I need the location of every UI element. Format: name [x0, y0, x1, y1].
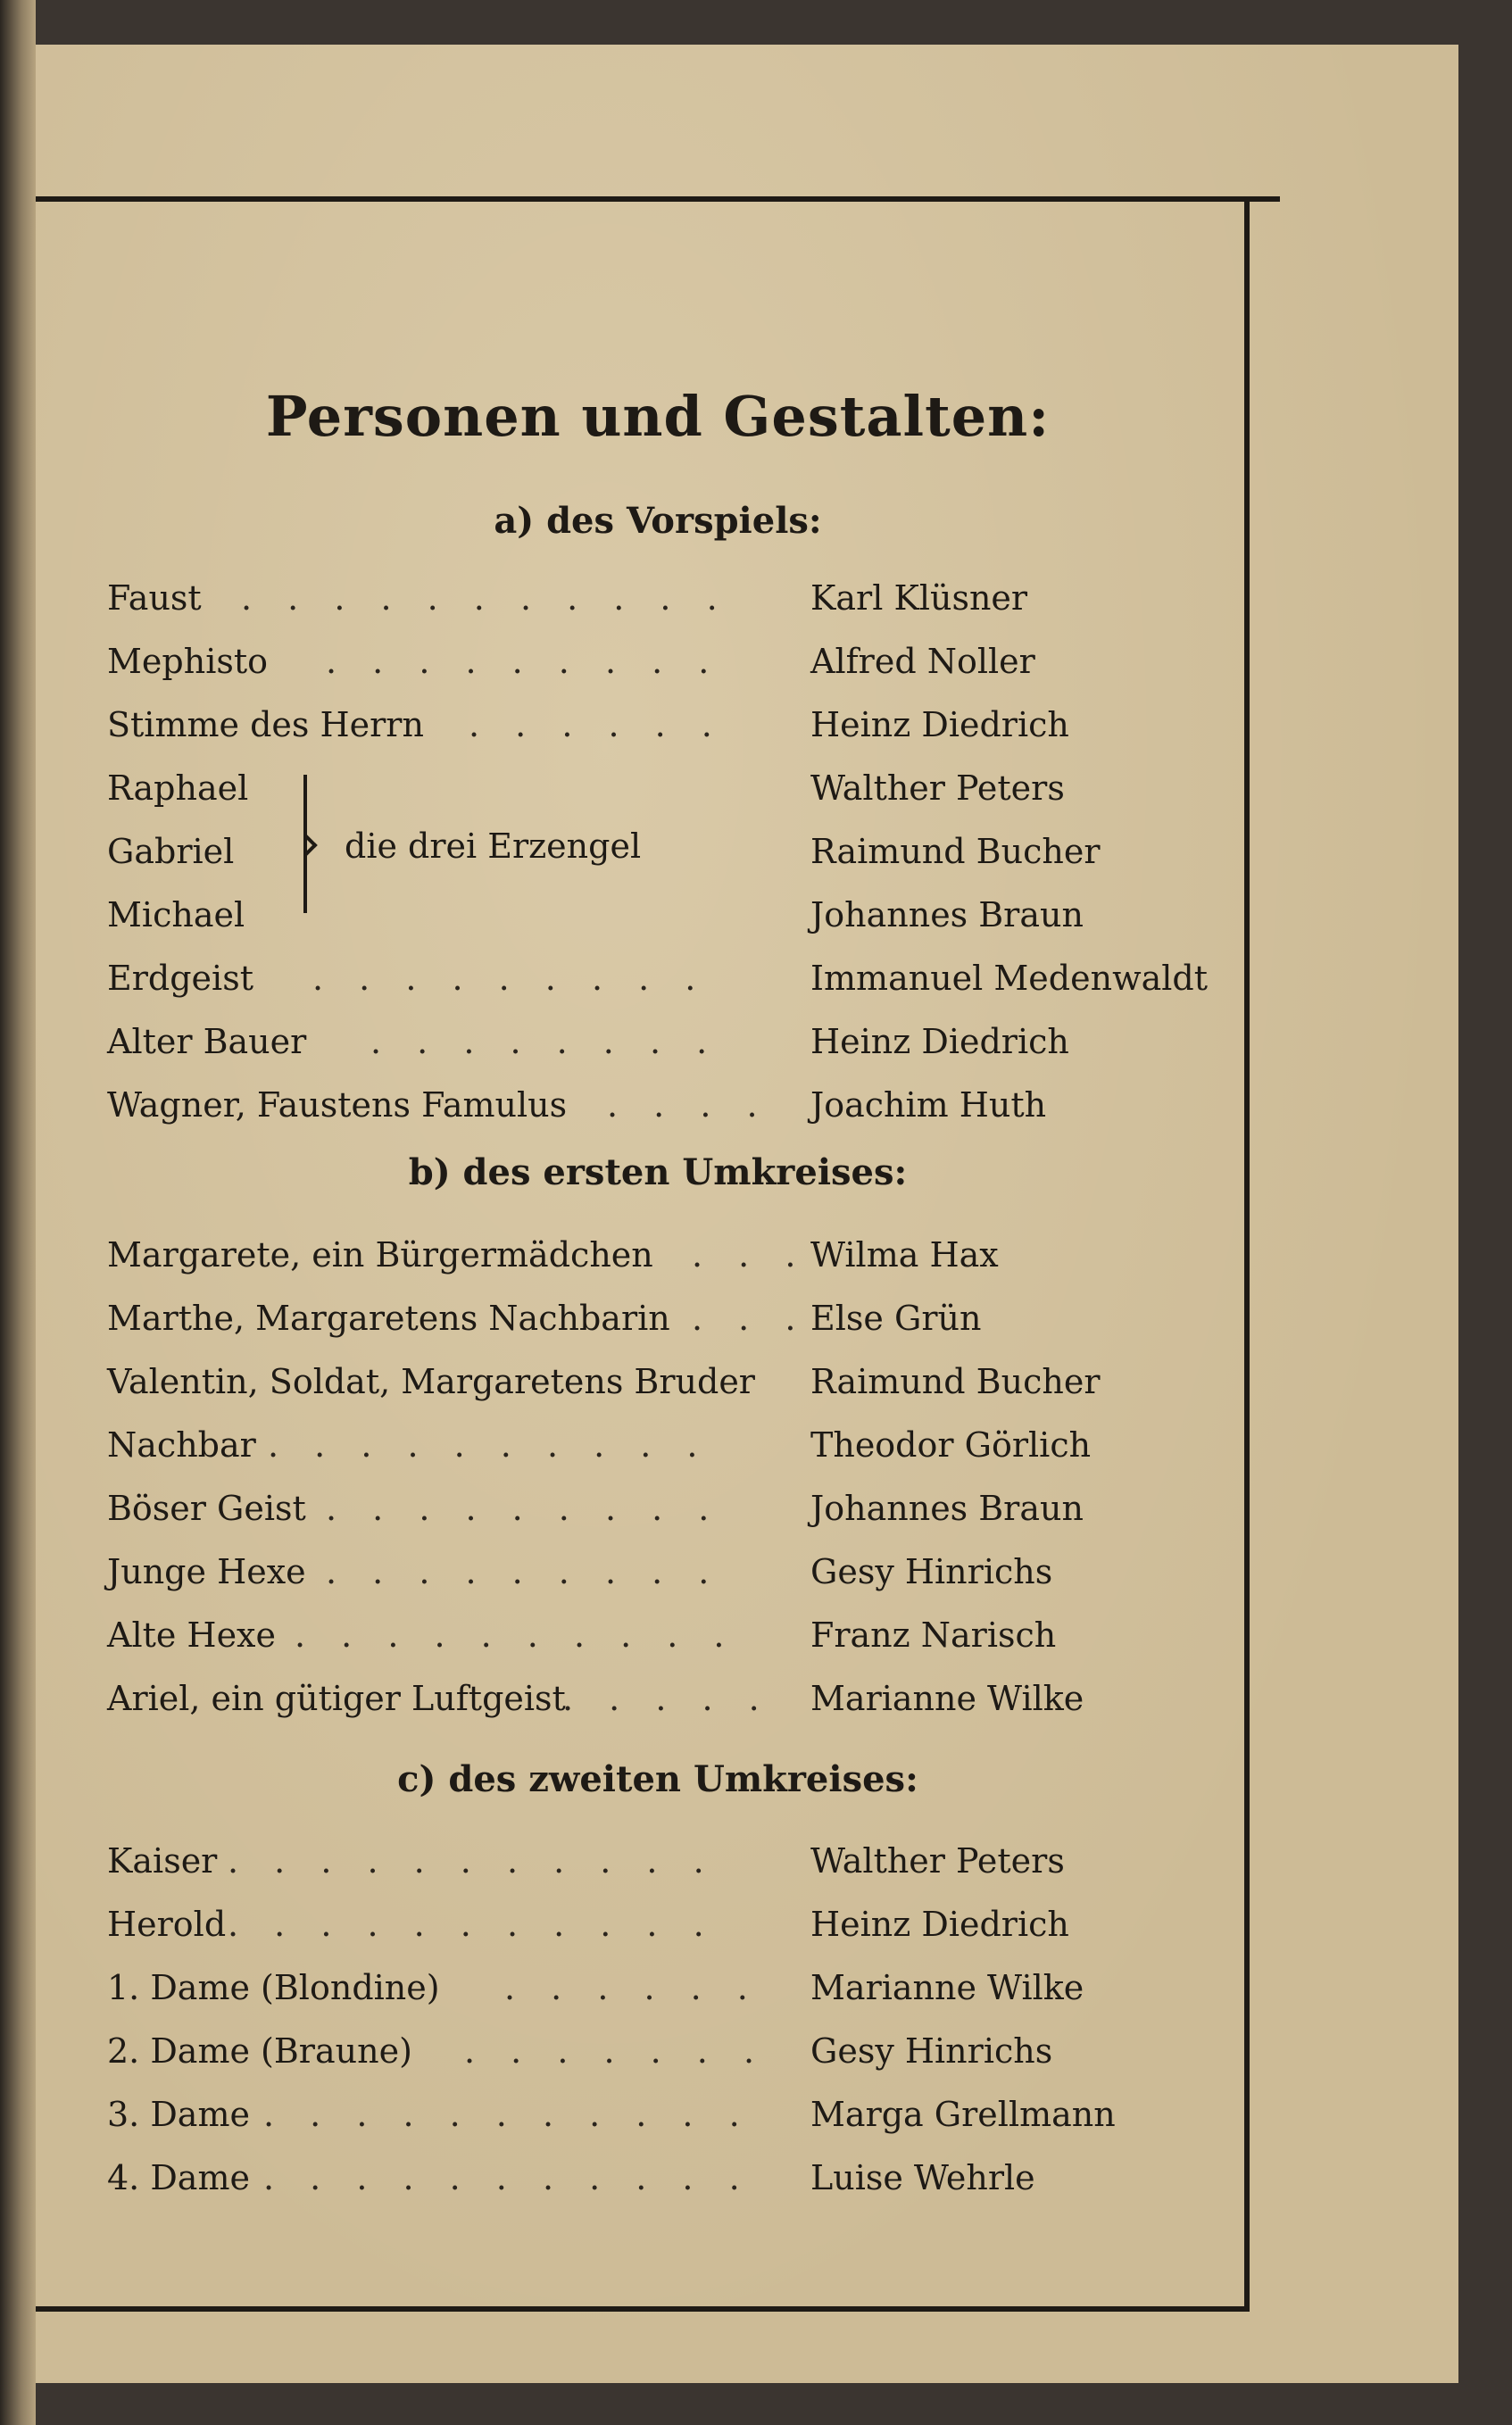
- leader-dots: . . . . . . . . . . .: [263, 2095, 752, 2134]
- section-heading-vorspiel: a) des Vorspiels:: [494, 500, 822, 542]
- actor-name: Marianne Wilke: [810, 1968, 1084, 2007]
- leader-dots: . . . . . . . . . .: [295, 1615, 737, 1655]
- role-name: Alte Hexe: [107, 1615, 276, 1655]
- leader-dots: . . . . . .: [504, 1968, 760, 2007]
- role-name: 4. Dame: [107, 2158, 250, 2197]
- role-name: Michael: [107, 895, 245, 934]
- actor-name: Raimund Bucher: [810, 832, 1101, 871]
- actor-name: Luise Wehrle: [810, 2158, 1035, 2197]
- cast-row: [107, 888, 1205, 942]
- cast-row: [107, 951, 1209, 1005]
- cast-row: [107, 698, 1205, 752]
- actor-name: Johannes Braun: [810, 1489, 1084, 1528]
- actor-name: Else Grün: [810, 1299, 982, 1338]
- role-name: Kaiser: [107, 1841, 218, 1881]
- cast-row: [107, 2024, 1205, 2078]
- page: [36, 45, 1458, 2383]
- leader-dots: . . . . . . . . .: [312, 959, 709, 998]
- cast-row: [107, 1608, 1205, 1662]
- leader-dots: . . . . . . . . . . .: [263, 2158, 752, 2197]
- leader-dots: . . . . .: [562, 1679, 772, 1718]
- actor-name: Marianne Wilke: [810, 1679, 1084, 1718]
- role-name: Alter Bauer: [107, 1022, 307, 1061]
- role-name: 1. Dame (Blondine): [107, 1968, 440, 2007]
- leader-dots: . . . . . . . . .: [326, 642, 722, 681]
- actor-name: Gesy Hinrichs: [810, 1552, 1053, 1591]
- role-name: Herold: [107, 1905, 227, 1944]
- page-edge: [0, 0, 36, 2425]
- group-label: die drei Erzengel: [345, 826, 642, 866]
- cast-row: [107, 1418, 1205, 1472]
- role-name: Marthe, Margaretens Nachbarin: [107, 1299, 670, 1338]
- cast-row: [107, 1961, 1205, 2014]
- leader-dots: . . .: [692, 1235, 809, 1275]
- actor-name: Wilma Hax: [810, 1235, 999, 1275]
- cast-row: [107, 1834, 1205, 1888]
- actor-name: Heinz Diedrich: [810, 1022, 1069, 1061]
- role-name: Raphael: [107, 768, 249, 808]
- actor-name: Raimund Bucher: [810, 1362, 1101, 1401]
- role-name: Junge Hexe: [107, 1552, 306, 1591]
- actor-name: Marga Grellmann: [810, 2095, 1116, 2134]
- leader-dots: . . . . . . . . . .: [268, 1425, 710, 1465]
- leader-dots: . . . . . . . . . . .: [228, 1905, 717, 1944]
- role-name: Valentin, Soldat, Margaretens Bruder: [107, 1362, 755, 1401]
- role-name: Gabriel: [107, 832, 235, 871]
- cast-row: [107, 1291, 1205, 1345]
- actor-name: Walther Peters: [810, 1841, 1065, 1881]
- cast-row: [107, 1355, 1205, 1408]
- actor-name: Heinz Diedrich: [810, 705, 1069, 744]
- role-name: Ariel, ein gütiger Luftgeist: [107, 1679, 566, 1718]
- role-name: Nachbar: [107, 1425, 256, 1465]
- bottom-rule: [36, 2306, 1250, 2312]
- leader-dots: . . . . . . . . . . .: [241, 578, 730, 618]
- role-name: Mephisto: [107, 642, 268, 681]
- actor-name: Gesy Hinrichs: [810, 2031, 1053, 2071]
- leader-dots: . . . . . . . . .: [326, 1552, 722, 1591]
- role-name: Stimme des Herrn: [107, 705, 424, 744]
- cast-row: [107, 2088, 1205, 2141]
- actor-name: Immanuel Medenwaldt: [810, 959, 1209, 998]
- cast-row: [107, 1672, 1205, 1725]
- role-name: Margarete, ein Bürgermädchen: [107, 1235, 653, 1275]
- leader-dots: . . . . . . . .: [370, 1022, 720, 1061]
- role-name: 3. Dame: [107, 2095, 250, 2134]
- actor-name: Karl Klüsner: [810, 578, 1028, 618]
- actor-name: Alfred Noller: [810, 642, 1035, 681]
- role-name: Wagner, Faustens Famulus: [107, 1085, 568, 1125]
- cast-row: [107, 635, 1205, 688]
- leader-dots: . . .: [692, 1299, 809, 1338]
- leader-dots: . . . .: [607, 1085, 770, 1125]
- cast-row: [107, 1545, 1205, 1599]
- cast-row: [107, 761, 1205, 815]
- role-name: Erdgeist: [107, 959, 253, 998]
- cast-row: [107, 1015, 1205, 1068]
- actor-name: Franz Narisch: [810, 1615, 1057, 1655]
- role-name: Faust: [107, 578, 202, 618]
- cast-row: [107, 1078, 1205, 1132]
- cast-row: [107, 2151, 1205, 2205]
- leader-dots: . . . . . . . . .: [326, 1489, 722, 1528]
- actor-name: Theodor Görlich: [810, 1425, 1092, 1465]
- leader-dots: . . . . . . . . . . .: [228, 1841, 717, 1881]
- actor-name: Johannes Braun: [810, 895, 1084, 934]
- actor-name: Walther Peters: [810, 768, 1065, 808]
- actor-name: Heinz Diedrich: [810, 1905, 1069, 1944]
- cast-row: [107, 571, 1205, 625]
- top-rule: [36, 196, 1280, 202]
- section-heading-zweiter-umkreis: c) des zweiten Umkreises:: [397, 1758, 918, 1800]
- role-name: 2. Dame (Braune): [107, 2031, 412, 2071]
- cast-row: [107, 1482, 1205, 1535]
- cast-row: [107, 825, 1205, 878]
- leader-dots: . . . . . .: [469, 705, 725, 744]
- leader-dots: . . . . . . .: [464, 2031, 768, 2071]
- section-heading-erster-umkreis: b) des ersten Umkreises:: [408, 1151, 908, 1193]
- page-title: Personen und Gestalten:: [265, 384, 1051, 449]
- cast-row: [107, 1228, 1205, 1282]
- role-name: Böser Geist: [107, 1489, 306, 1528]
- cast-row: [107, 1898, 1205, 1951]
- actor-name: Joachim Huth: [810, 1085, 1047, 1125]
